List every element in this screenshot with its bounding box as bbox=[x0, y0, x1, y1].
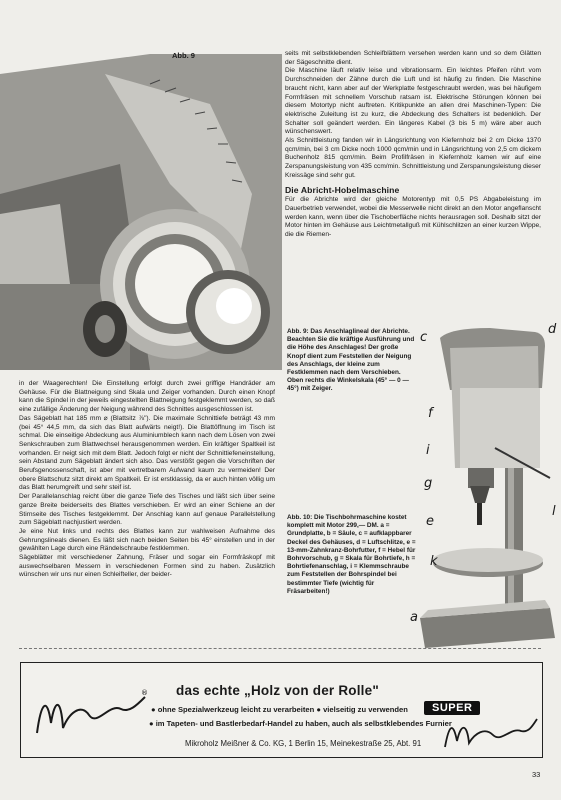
paragraph: Das Sägeblatt hat 185 mm ⌀ (Blattsitz ⅞"). Die maximale Schnittiefe beträgt 43 mm (bei 45° 44,5 mm, da sich das Blatt aufwärts neigt!). Die Blattöffnung im Tisch ist schmal. Die einseitige Abdeckung aus Aluminiumblech kann nach dem Lösen von zwei Senkschrauben zum Blattwechsel herausgenommen werden. Ein kräftiger Spaltkeil ist vorhanden. Er neigt sich mit dem Blatt. Jedoch folgt er nicht der Schnittiefeneinstellung, sein Abstand zum Sägeblatt ändert sich also. Das verstößt gegen die Vorschriften der Berufsgenossenschaft, ist aber mit vertretbarem Aufwand kaum zu vermeiden! Der obere Blattschutz sitzt direkt am Spaltkeil. Er ist erstklassig, da er auch hinten völlig um das Blatt herumgreift und sehr steif ist. bbox=[19, 414, 275, 492]
paragraph: in der Waagerechten! Die Einstellung erfolgt durch zwei griffige Handräder am Gehäuse. Für die Blattneigung sind Skala und Zeiger vorhanden. Durch einen Knopf kann die Spindel in der jeweils eingestellten Blattneigung festgeklemmt werden, so daß eine zufällige Änderung der Neigung während des Schnittes ausgeschlossen ist. bbox=[19, 380, 275, 414]
mikroholz-logo-small bbox=[441, 713, 539, 753]
drill-label-d: d bbox=[548, 322, 557, 337]
figure-9-caption: Abb. 9: Das Anschlaglineal der Abrichte. Beachten Sie die kräftige Ausführung und die Höhe des Anschlages! Der große Knopf dient zum Feststellen der Neigung des Anschlags, der kleine zum Festklemmen nach dem Verschieben. Oben rechts die Winkelskala (45° — 0 — 45°) mit Zeiger. bbox=[287, 328, 415, 393]
section-heading: Die Abricht-Hobelmaschine bbox=[285, 184, 400, 195]
drill-label-g: g bbox=[424, 476, 433, 491]
page-number: 33 bbox=[532, 770, 541, 779]
section-divider bbox=[19, 648, 541, 649]
drill-label-f: f bbox=[428, 406, 433, 421]
svg-text:®: ® bbox=[141, 689, 148, 697]
advertisement-box bbox=[20, 662, 543, 758]
figure-9-label: Abb. 9 bbox=[172, 51, 195, 60]
drill-label-c: c bbox=[420, 330, 428, 345]
paragraph: Je eine Nut links und rechts des Blattes kann zur wahlweisen Aufnahme des Gehrungslineals dienen. Es läßt sich nach beiden Seiten bis 45° einstellen und in der gewählten Lage durch eine Rändelschraube festklemmen. bbox=[19, 527, 275, 553]
figure-9-photo bbox=[0, 44, 282, 370]
paragraph: Sägeblätter mit verschiedener Zahnung, Fräser und sogar ein Formfräskopf mit auswechselbaren Messern in verschiedenen Formen sind zu haben. Zusätzlich wünschen wir uns nur einen Schleifteller, der beider- bbox=[19, 554, 275, 579]
paragraph: seits mit selbstklebenden Schleifblättern versehen werden kann und so dem Glätten der Sägeschnitte dient. bbox=[285, 50, 541, 66]
figure-10-caption: Abb. 10: Die Tischbohrmaschine kostet komplett mit Motor 299,— DM. a = Grundplatte, b = Säule, c = aufklappbarer Deckel des Gehäuses, d = Luftschlitze, e = 13-mm-Zahnkranz-Bohrfutter, f = Hebel für Bohrvorschub, g = Skala für Bohrtiefe, h = Bohrtiefenanschlag, i = Klemmschraube zum Feststellen der Bohrspindel bei bestimmter Tiefe (wichtig für Fräsarbeiten!) bbox=[287, 514, 416, 595]
ad-feature-line: ● ohne Spezialwerkzeug leicht zu verarbeiten ● vielseitig zu verwenden bbox=[151, 705, 408, 714]
drill-label-l: l bbox=[552, 504, 556, 519]
super-badge: SUPER bbox=[424, 701, 480, 715]
ad-feature-line: ● im Tapeten- und Bastlerbedarf-Handel zu haben, auch als selbstklebendes Furnier bbox=[149, 719, 452, 728]
ad-address: Mikroholz Meißner & Co. KG, 1 Berlin 15, Meinekestraße 25, Abt. 91 bbox=[185, 739, 422, 748]
drill-label-e: e bbox=[426, 514, 434, 529]
paragraph: Für die Abrichte wird der gleiche Motorentyp mit 0,5 PS Abgabeleistung im Dauerbetrieb verwendet, wobei die Messerwelle nicht direkt an den Motor angeflanscht werden kann, wenn über die Tischoberfläche nichts herausragen soll. Deshalb sitzt der Motor hinten im Gehäuse aus Leichtmetallguß mit Kühlschlitzen an einer kurzen Wippe, die die Riemen- bbox=[285, 196, 541, 239]
drill-label-a: a bbox=[410, 610, 418, 625]
paragraph: Als Schnittleistung fanden wir in Längsrichtung von Kiefernholz bei 2 cm Dicke 1370 qcm/min, bei 3 cm Dicke noch 1000 qcm/min und in Längsrichtung von 2,5 cm dickem Buchenholz 815 qcm/min. Beim Profilfräsen in Kiefernholz kamen wir auf eine Zerspanungsleistung von 435 ccm/min. Schnittleistung und Zerspanungsleistung dieser Kreissäge sind sehr gut. bbox=[285, 137, 541, 179]
left-column-text bbox=[19, 380, 275, 580]
right-column-text bbox=[285, 50, 541, 240]
paragraph: Die Maschine läuft relativ leise und vibrationsarm. Ein leichtes Pfeifen rührt vom Durchschneiden der Zähne durch die Luft und ist häufig zu finden. Die Maschine braucht nicht, kann aber auf der Werkplatte festgeschraubt werden, was bei häufigem Formfräsen mit schnellem Vorschub ratsam ist. Elektrische Störungen können bei diesem Motortyp nicht auftreten. Kritikpunkte an allen drei Maschinen-Typen: Die elektrische Zuleitung ist zu kurz, die Abdeckung des Schalters ist bedenklich. Der Schalter soll geändert werden. Ein längeres Kabel (3 bis 5 m) wäre aber auch wünschenswert. bbox=[285, 67, 541, 136]
paragraph: Der Parallelanschlag reicht über die ganze Tiefe des Tisches und läßt sich über seine ganze Breite beiderseits des Blattes verschieben. Er wird an einer Schiene an der Stirnseite des Tisches festgeklemmt. Der Anschlag kann auf genaue Parallelstellung zum Sägeblatt nachjustiert werden. bbox=[19, 493, 275, 527]
ad-title: das echte „Holz von der Rolle" bbox=[176, 683, 379, 698]
drill-press-photo bbox=[410, 318, 560, 658]
mikroholz-logo bbox=[29, 683, 149, 743]
drill-label-i: i bbox=[426, 443, 430, 458]
drill-label-k: k bbox=[430, 554, 438, 569]
